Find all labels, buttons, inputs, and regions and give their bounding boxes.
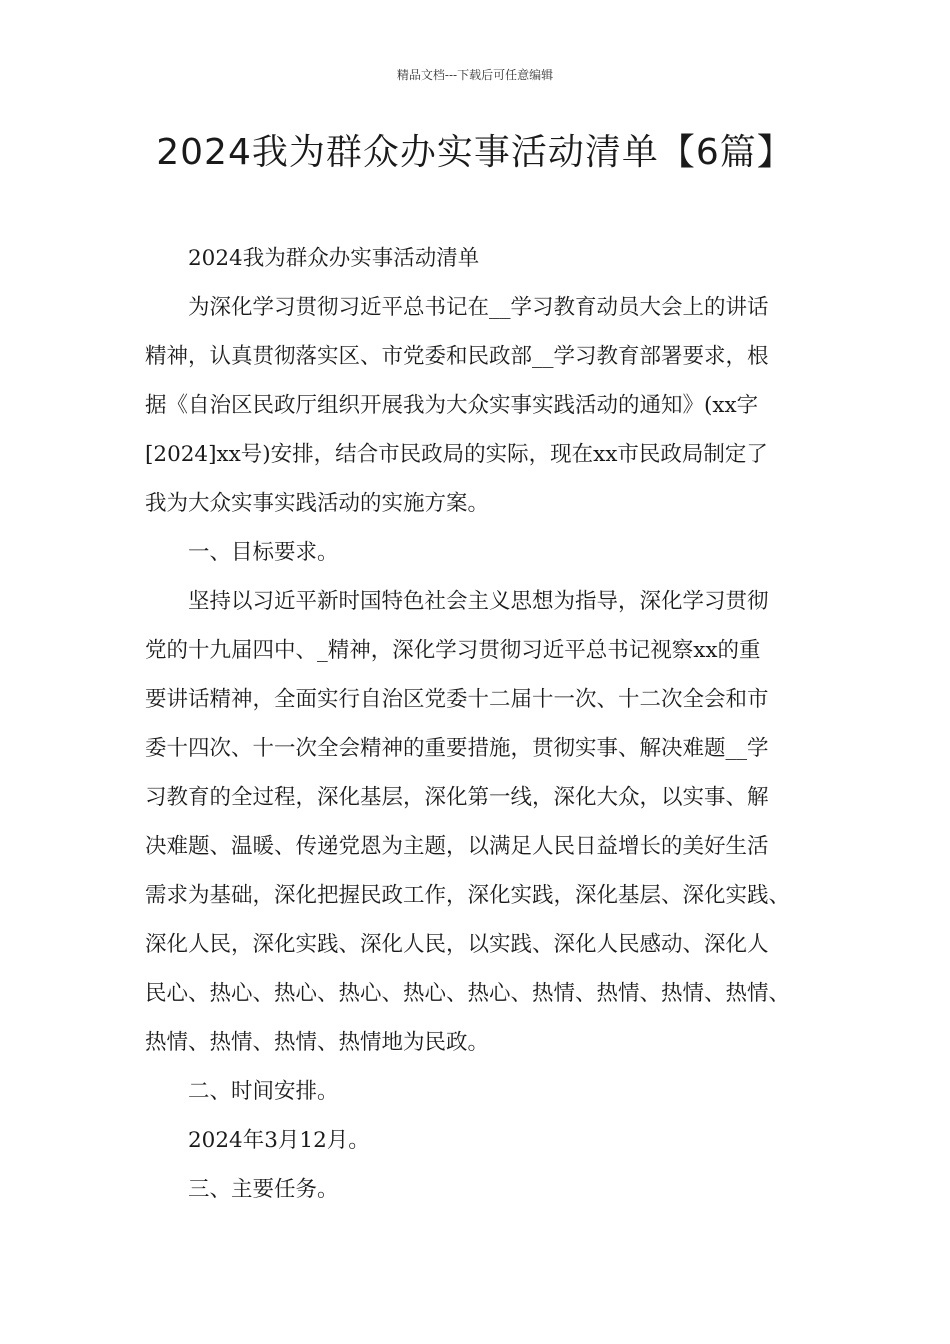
text-line: 精神，认真贯彻落实区、市党委和民政部__学习教育部署要求，根	[145, 344, 769, 369]
paragraph	[145, 1067, 825, 1116]
paragraph	[145, 234, 825, 283]
paragraph	[145, 1116, 825, 1165]
text-line: 据《自治区民政厅组织开展我为大众实事实践活动的通知》(xx字	[145, 393, 759, 418]
section-heading: 二、时间安排。	[188, 1079, 339, 1104]
text-line: 习教育的全过程，深化基层，深化第一线，深化大众，以实事、解	[145, 785, 769, 810]
paragraph	[145, 528, 825, 577]
section-heading: 三、主要任务。	[188, 1177, 339, 1202]
text-line: 深化人民，深化实践、深化人民，以实践、深化人民感动、深化人	[145, 932, 769, 957]
document-body	[145, 234, 825, 1214]
text-line: 需求为基础，深化把握民政工作，深化实践，深化基层、深化实践、	[145, 883, 791, 908]
text-line: 坚持以习近平新时国特色社会主义思想为指导，深化学习贯彻	[188, 589, 769, 614]
text-line: 2024年3月12月。	[188, 1128, 370, 1153]
document-title: 2024我为群众办实事活动清单【6篇】	[156, 132, 794, 173]
page-header: 精品文档---下载后可任意编辑	[396, 68, 554, 82]
text-line: 要讲话精神，全面实行自治区党委十二届十一次、十二次全会和市	[145, 687, 769, 712]
text-line: 我为大众实事实践活动的实施方案。	[145, 491, 490, 516]
text-line: 为深化学习贯彻习近平总书记在__学习教育动员大会上的讲话	[188, 295, 769, 320]
paragraph	[145, 283, 825, 528]
text-line: 党的十九届四中、_精神，深化学习贯彻习近平总书记视察xx的重	[145, 638, 761, 663]
text-line: [2024]xx号)安排，结合市民政局的实际，现在xx市民政局制定了	[145, 442, 768, 467]
paragraph	[145, 577, 825, 1067]
text-line: 2024我为群众办实事活动清单	[188, 246, 480, 271]
section-heading: 一、目标要求。	[188, 540, 339, 565]
text-line: 决难题、温暖、传递党恩为主题，以满足人民日益增长的美好生活	[145, 834, 769, 859]
text-line: 热情、热情、热情、热情地为民政。	[145, 1030, 490, 1055]
paragraph	[145, 1165, 825, 1214]
text-line: 委十四次、十一次全会精神的重要措施，贯彻实事、解决难题__学	[145, 736, 769, 761]
text-line: 民心、热心、热心、热心、热心、热心、热情、热情、热情、热情、	[145, 981, 791, 1006]
